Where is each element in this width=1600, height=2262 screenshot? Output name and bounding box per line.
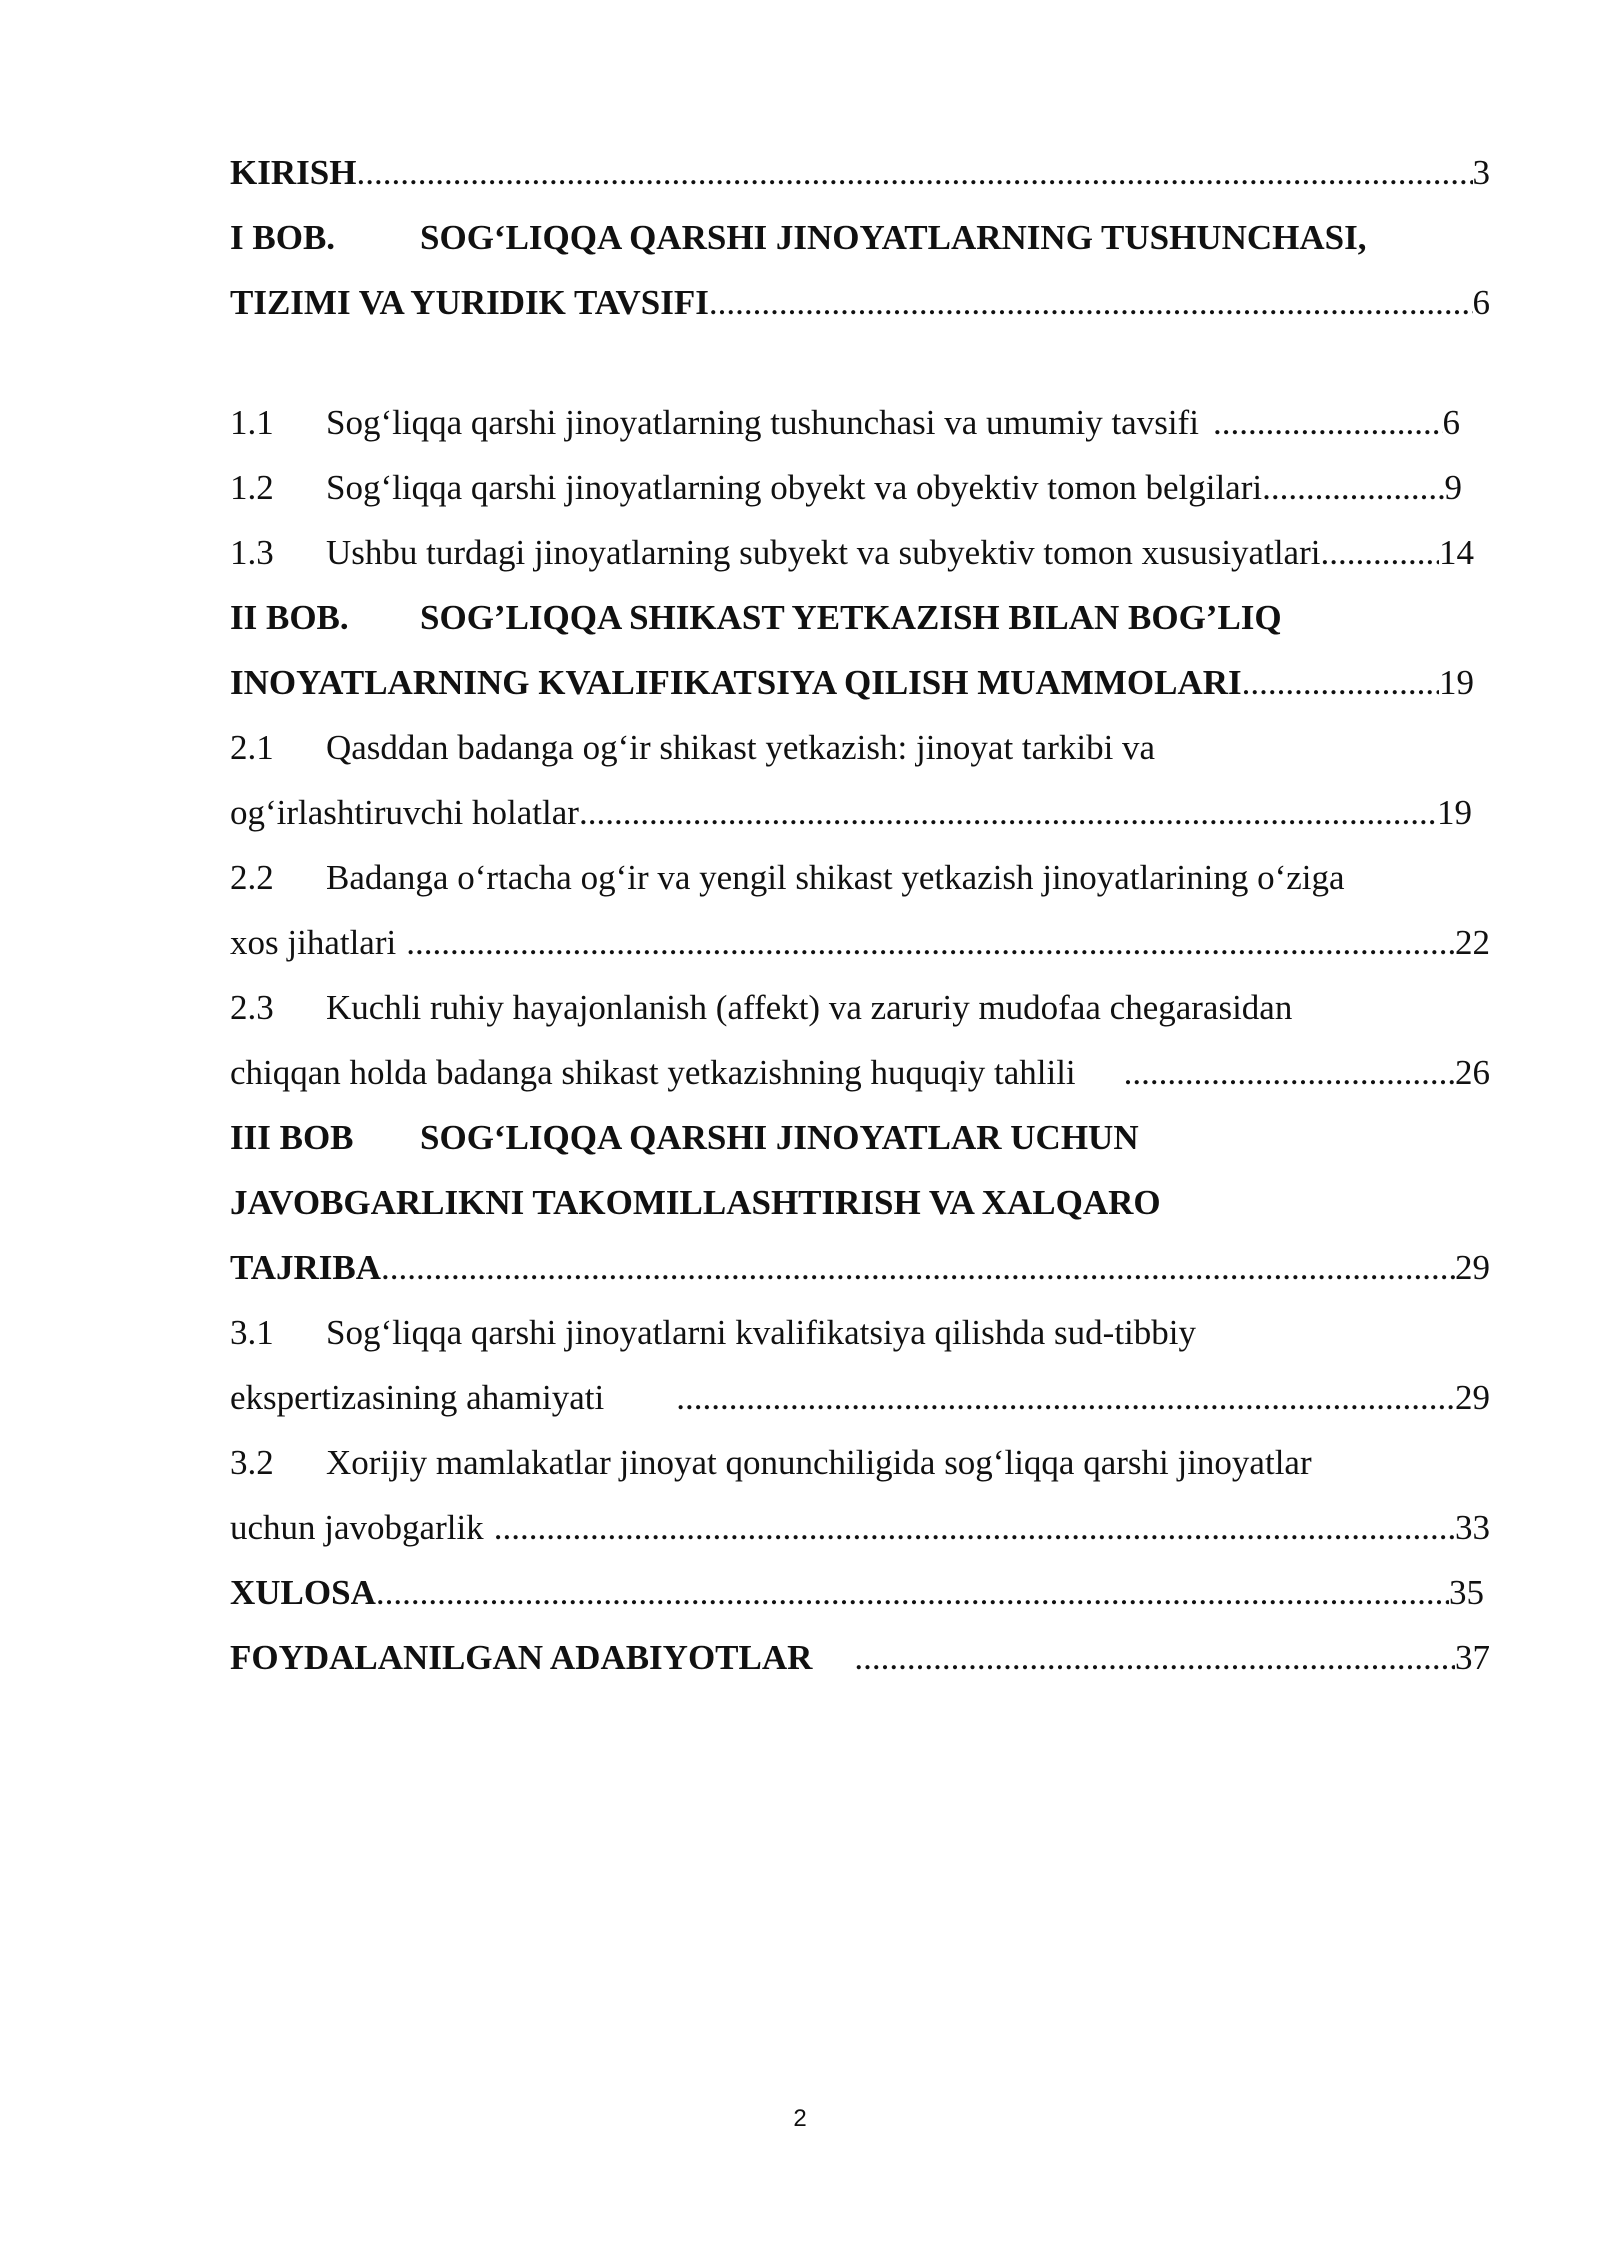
toc-page-number: 19	[1439, 663, 1474, 702]
toc-entry-adabiyotlar[interactable]	[230, 1625, 1490, 1690]
section-number: 3.1	[230, 1313, 274, 1352]
toc-page-number: 6	[1442, 403, 1460, 442]
toc-section-2-1[interactable]	[230, 715, 1490, 780]
leader-dots	[356, 140, 1472, 205]
toc-title: TIZIMI VA YURIDIK TAVSIFI	[230, 283, 709, 322]
toc-title: ekspertizasining ahamiyati	[230, 1378, 605, 1417]
toc-title: XULOSA	[230, 1573, 376, 1612]
leader-dots	[579, 780, 1437, 845]
toc-title: Badanga o‘rtacha og‘ir va yengil shikast yetkazish jinoyatlarining o‘ziga	[326, 858, 1345, 897]
table-of-contents	[230, 140, 1490, 1690]
toc-section-2-2-cont[interactable]	[230, 910, 1490, 975]
toc-page-number: 19	[1437, 793, 1472, 832]
toc-chapter-3-heading-cont-2[interactable]	[230, 1235, 1490, 1300]
leader-dots	[1242, 650, 1439, 715]
section-number: 3.2	[230, 1443, 274, 1482]
toc-section-2-2[interactable]	[230, 845, 1490, 910]
toc-title: xos jihatlari	[230, 923, 397, 962]
toc-title: Sog‘liqqa qarshi jinoyatlarning tushunchasi va umumiy tavsifi	[326, 403, 1199, 442]
toc-section-1-2[interactable]	[230, 455, 1490, 520]
toc-title: SOG‘LIQQA QARSHI JINOYATLAR UCHUN	[420, 1118, 1139, 1157]
toc-title: SOG‘LIQQA QARSHI JINOYATLARNING TUSHUNCHASI,	[420, 218, 1367, 257]
leader-dots	[494, 1495, 1455, 1560]
toc-page-number: 6	[1472, 283, 1490, 322]
leader-dots	[854, 1625, 1455, 1690]
toc-section-3-2-cont[interactable]	[230, 1495, 1490, 1560]
toc-title: INOYATLARNING KVALIFIKATSIYA QILISH MUAMMOLARI	[230, 663, 1242, 702]
toc-section-3-1[interactable]	[230, 1300, 1490, 1365]
section-number: 1.3	[230, 533, 274, 572]
toc-page-number: 22	[1455, 923, 1490, 962]
toc-page-number: 3	[1472, 153, 1490, 192]
toc-section-3-2[interactable]	[230, 1430, 1490, 1495]
toc-title: JAVOBGARLIKNI TAKOMILLASHTIRISH VA XALQARO	[230, 1183, 1161, 1222]
toc-page-number: 29	[1455, 1378, 1490, 1417]
leader-dots	[381, 1235, 1455, 1300]
section-number: 2.3	[230, 988, 274, 1027]
toc-chapter-1-heading[interactable]	[230, 205, 1490, 270]
toc-section-2-1-cont[interactable]	[230, 780, 1490, 845]
page-number-footer: 2	[793, 2105, 807, 2132]
toc-title: Sog‘liqqa qarshi jinoyatlarning obyekt va obyektiv tomon belgilari	[326, 468, 1263, 507]
toc-title: SOG’LIQQA SHIKAST YETKAZISH BILAN BOG’LIQ	[420, 598, 1282, 637]
leader-dots	[1124, 1040, 1455, 1105]
leader-dots	[676, 1365, 1455, 1430]
toc-section-2-3[interactable]	[230, 975, 1490, 1040]
toc-page-number: 14	[1439, 533, 1474, 572]
toc-section-1-1[interactable]	[230, 390, 1490, 455]
toc-title: chiqqan holda badanga shikast yetkazishning huquqiy tahlili	[230, 1053, 1076, 1092]
toc-chapter-2-heading[interactable]	[230, 585, 1490, 650]
leader-dots	[1213, 390, 1443, 455]
section-number: 1.1	[230, 403, 274, 442]
toc-title: Ushbu turdagi jinoyatlarning subyekt va subyektiv tomon xususiyatlari	[326, 533, 1321, 572]
section-number: 1.2	[230, 468, 274, 507]
toc-chapter-3-heading[interactable]	[230, 1105, 1490, 1170]
toc-page-number: 26	[1455, 1053, 1490, 1092]
leader-dots	[1262, 455, 1444, 520]
section-number: 2.1	[230, 728, 274, 767]
spacer	[230, 335, 1490, 390]
toc-page-number: 35	[1449, 1573, 1484, 1612]
toc-title: Kuchli ruhiy hayajonlanish (affekt) va zaruriy mudofaa chegarasidan	[326, 988, 1293, 1027]
toc-page-number: 29	[1455, 1248, 1490, 1287]
toc-title: Sog‘liqqa qarshi jinoyatlarni kvalifikatsiya qilishda sud-tibbiy	[326, 1313, 1197, 1352]
chapter-label: III BOB	[230, 1118, 354, 1157]
toc-chapter-2-heading-cont[interactable]	[230, 650, 1490, 715]
toc-title: Qasddan badanga og‘ir shikast yetkazish: jinoyat tarkibi va	[326, 728, 1156, 767]
toc-title: og‘irlashtiruvchi holatlar	[230, 793, 579, 832]
toc-chapter-1-heading-cont[interactable]	[230, 270, 1490, 335]
chapter-label: II BOB.	[230, 598, 349, 637]
toc-section-3-1-cont[interactable]	[230, 1365, 1490, 1430]
toc-title: TAJRIBA	[230, 1248, 382, 1287]
toc-entry-xulosa[interactable]	[230, 1560, 1490, 1625]
toc-page-number: 9	[1444, 468, 1462, 507]
leader-dots	[1320, 520, 1439, 585]
toc-title: Xorijiy mamlakatlar jinoyat qonunchiligida sog‘liqqa qarshi jinoyatlar	[326, 1443, 1312, 1482]
toc-page-number: 33	[1455, 1508, 1490, 1547]
toc-title: FOYDALANILGAN ADABIYOTLAR	[230, 1638, 813, 1677]
toc-title: uchun javobgarlik	[230, 1508, 484, 1547]
toc-chapter-3-heading-cont[interactable]	[230, 1170, 1490, 1235]
toc-section-2-3-cont[interactable]	[230, 1040, 1490, 1105]
leader-dots	[406, 910, 1455, 975]
leader-dots	[709, 270, 1473, 335]
toc-entry-kirish[interactable]	[230, 140, 1490, 205]
toc-section-1-3[interactable]	[230, 520, 1490, 585]
toc-page-number: 37	[1455, 1638, 1490, 1677]
leader-dots	[376, 1560, 1449, 1625]
section-number: 2.2	[230, 858, 274, 897]
toc-title: KIRISH	[230, 153, 357, 192]
chapter-label: I BOB.	[230, 218, 336, 257]
